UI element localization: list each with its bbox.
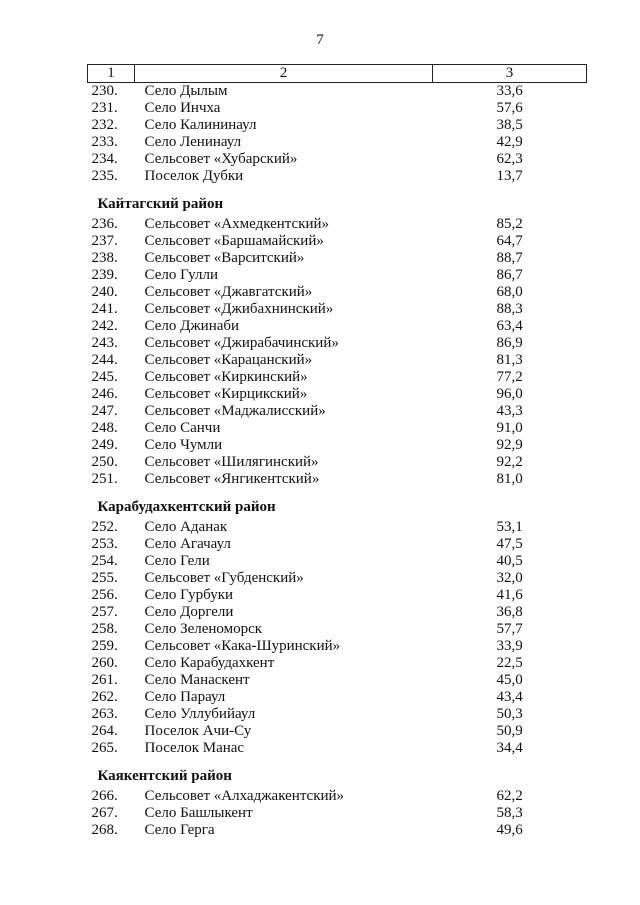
table-header-row — [88, 65, 587, 83]
row-value: 36,8 — [496, 604, 523, 620]
settlement-name: Сельсовет «Кирцикский» — [144, 386, 308, 402]
settlement-name: Сельсовет «Кака-Шуринский» — [144, 638, 341, 654]
row-number: 240. — [91, 284, 118, 300]
table-row — [88, 233, 587, 250]
table-row — [88, 788, 587, 805]
section-heading: Кайтагский район — [97, 196, 224, 212]
table-row — [88, 117, 587, 134]
section-heading-row — [88, 764, 587, 788]
section-spacer-cell — [88, 185, 587, 192]
table-row — [88, 318, 587, 335]
table-row — [88, 250, 587, 267]
section-spacer — [88, 185, 587, 192]
row-number: 235. — [91, 168, 118, 184]
settlement-name: Село Гели — [144, 553, 210, 569]
row-number: 261. — [91, 672, 118, 688]
row-number: 239. — [91, 267, 118, 283]
row-value: 86,7 — [496, 267, 523, 283]
row-value: 57,7 — [496, 621, 523, 637]
row-number: 260. — [91, 655, 118, 671]
settlement-name: Поселок Манас — [144, 740, 245, 756]
row-value: 85,2 — [496, 216, 523, 232]
settlement-name: Село Доргели — [144, 604, 234, 620]
row-value: 34,4 — [496, 740, 523, 756]
row-number: 253. — [91, 536, 118, 552]
row-value: 58,3 — [496, 805, 523, 821]
row-value: 92,2 — [496, 454, 523, 470]
row-number: 266. — [91, 788, 118, 804]
settlement-name: Сельсовет «Баршамайский» — [144, 233, 324, 249]
row-value: 62,3 — [496, 151, 523, 167]
table-row — [88, 655, 587, 672]
row-value: 41,6 — [496, 587, 523, 603]
row-value: 43,3 — [496, 403, 523, 419]
table-row — [88, 553, 587, 570]
settlement-name: Сельсовет «Карацанский» — [144, 352, 313, 368]
row-value: 86,9 — [496, 335, 523, 351]
row-number: 242. — [91, 318, 118, 334]
row-number: 258. — [91, 621, 118, 637]
row-number: 257. — [91, 604, 118, 620]
row-value: 64,7 — [496, 233, 523, 249]
settlement-name: Сельсовет «Киркинский» — [144, 369, 308, 385]
row-value: 22,5 — [496, 655, 523, 671]
table-row — [88, 689, 587, 706]
row-value: 92,9 — [496, 437, 523, 453]
row-value: 81,3 — [496, 352, 523, 368]
section-spacer-cell — [88, 488, 587, 495]
settlement-name: Село Башлыкент — [144, 805, 253, 821]
settlement-name: Поселок Дубки — [144, 168, 244, 184]
row-number: 255. — [91, 570, 118, 586]
settlement-name: Сельсовет «Янгикентский» — [144, 471, 320, 487]
section-heading: Каякентский район — [97, 768, 232, 784]
settlement-name: Село Джинаби — [144, 318, 240, 334]
row-number: 233. — [91, 134, 118, 150]
table-row — [88, 284, 587, 301]
settlement-name: Сельсовет «Маджалисский» — [144, 403, 326, 419]
table-row — [88, 454, 587, 471]
table-row — [88, 822, 587, 839]
section-spacer — [88, 488, 587, 495]
section-heading-row — [88, 192, 587, 216]
row-number: 244. — [91, 352, 118, 368]
row-value: 33,6 — [496, 83, 523, 99]
row-number: 247. — [91, 403, 118, 419]
table-row — [88, 471, 587, 488]
settlement-name: Сельсовет «Губденский» — [144, 570, 304, 586]
table-row — [88, 672, 587, 689]
row-value: 50,9 — [496, 723, 523, 739]
table-row — [88, 369, 587, 386]
row-number: 230. — [91, 83, 118, 99]
row-value: 63,4 — [496, 318, 523, 334]
row-number: 256. — [91, 587, 118, 603]
row-number: 241. — [91, 301, 118, 317]
settlement-name: Село Гурбуки — [144, 587, 234, 603]
settlement-name: Село Манаскент — [144, 672, 250, 688]
table-row — [88, 151, 587, 168]
row-number: 252. — [91, 519, 118, 535]
row-value: 77,2 — [496, 369, 523, 385]
row-value: 49,6 — [496, 822, 523, 838]
table-row — [88, 352, 587, 369]
row-number: 262. — [91, 689, 118, 705]
settlement-name: Село Санчи — [144, 420, 221, 436]
settlement-name: Село Чумли — [144, 437, 223, 453]
row-value: 45,0 — [496, 672, 523, 688]
section-heading: Карабудахкентский район — [97, 499, 276, 515]
table-row — [88, 723, 587, 740]
row-number: 232. — [91, 117, 118, 133]
row-value: 50,3 — [496, 706, 523, 722]
settlement-name: Сельсовет «Джавгатский» — [144, 284, 313, 300]
row-number: 236. — [91, 216, 118, 232]
row-value: 91,0 — [496, 420, 523, 436]
row-value: 81,0 — [496, 471, 523, 487]
row-number: 264. — [91, 723, 118, 739]
table-row — [88, 740, 587, 757]
table-row — [88, 706, 587, 723]
row-value: 57,6 — [496, 100, 523, 116]
settlement-name: Село Калининаул — [144, 117, 257, 133]
row-value: 38,5 — [496, 117, 523, 133]
row-number: 265. — [91, 740, 118, 756]
row-number: 248. — [91, 420, 118, 436]
row-value: 13,7 — [496, 168, 523, 184]
row-value: 33,9 — [496, 638, 523, 654]
settlement-name: Сельсовет «Ахмедкентский» — [144, 216, 330, 232]
table-row — [88, 100, 587, 117]
row-number: 238. — [91, 250, 118, 266]
row-value: 53,1 — [496, 519, 523, 535]
row-number: 267. — [91, 805, 118, 821]
row-number: 249. — [91, 437, 118, 453]
table-row — [88, 335, 587, 352]
table-row — [88, 587, 587, 604]
row-value: 88,7 — [496, 250, 523, 266]
settlement-name: Село Параул — [144, 689, 226, 705]
column-header-3: 3 — [433, 65, 587, 83]
table-row — [88, 570, 587, 587]
table-body — [88, 83, 587, 840]
settlement-name: Село Агачаул — [144, 536, 231, 552]
settlement-name: Село Уллубийаул — [144, 706, 256, 722]
table-row — [88, 519, 587, 536]
row-value: 68,0 — [496, 284, 523, 300]
row-number: 231. — [91, 100, 118, 116]
table-row — [88, 267, 587, 284]
table-row — [88, 301, 587, 318]
row-value: 43,4 — [496, 689, 523, 705]
row-number: 259. — [91, 638, 118, 654]
table-row — [88, 403, 587, 420]
table-row — [88, 420, 587, 437]
section-spacer-cell — [88, 757, 587, 764]
row-number: 246. — [91, 386, 118, 402]
column-header-1: 1 — [88, 65, 135, 83]
row-value: 40,5 — [496, 553, 523, 569]
settlement-name: Село Карабудахкент — [144, 655, 275, 671]
table-row — [88, 536, 587, 553]
row-value: 88,3 — [496, 301, 523, 317]
settlement-name: Сельсовет «Джибахнинский» — [144, 301, 334, 317]
settlement-name: Сельсовет «Джирабачинский» — [144, 335, 339, 351]
row-number: 250. — [91, 454, 118, 470]
settlement-name: Поселок Ачи-Су — [144, 723, 252, 739]
table-row — [88, 216, 587, 233]
settlement-name: Село Аданак — [144, 519, 228, 535]
settlement-name: Село Дылым — [144, 83, 228, 99]
settlement-name: Село Гулли — [144, 267, 219, 283]
settlement-name: Село Зеленоморск — [144, 621, 263, 637]
table-row — [88, 805, 587, 822]
column-header-2: 2 — [135, 65, 433, 83]
settlement-name: Сельсовет «Шилягинский» — [144, 454, 319, 470]
row-number: 234. — [91, 151, 118, 167]
row-number: 245. — [91, 369, 118, 385]
table-row — [88, 621, 587, 638]
row-number: 254. — [91, 553, 118, 569]
section-spacer — [88, 757, 587, 764]
row-value: 96,0 — [496, 386, 523, 402]
table-row — [88, 437, 587, 454]
row-value: 62,2 — [496, 788, 523, 804]
settlement-name: Сельсовет «Варситский» — [144, 250, 305, 266]
table-row — [88, 386, 587, 403]
row-number: 243. — [91, 335, 118, 351]
table-row — [88, 604, 587, 621]
settlement-name: Сельсовет «Хубарский» — [144, 151, 298, 167]
table-row — [88, 168, 587, 185]
row-value: 47,5 — [496, 536, 523, 552]
table-row — [88, 638, 587, 655]
table-row — [88, 134, 587, 151]
settlement-name: Сельсовет «Алхаджакентский» — [144, 788, 345, 804]
row-number: 237. — [91, 233, 118, 249]
table-row — [88, 83, 587, 101]
row-value: 32,0 — [496, 570, 523, 586]
row-number: 263. — [91, 706, 118, 722]
row-number: 251. — [91, 471, 118, 487]
row-number: 268. — [91, 822, 118, 838]
row-value: 42,9 — [496, 134, 523, 150]
settlement-name: Село Герга — [144, 822, 215, 838]
settlements-table — [87, 64, 587, 839]
settlement-name: Село Ленинаул — [144, 134, 242, 150]
section-heading-row — [88, 495, 587, 519]
page-number: 7 — [316, 32, 324, 48]
settlement-name: Село Инчха — [144, 100, 221, 116]
